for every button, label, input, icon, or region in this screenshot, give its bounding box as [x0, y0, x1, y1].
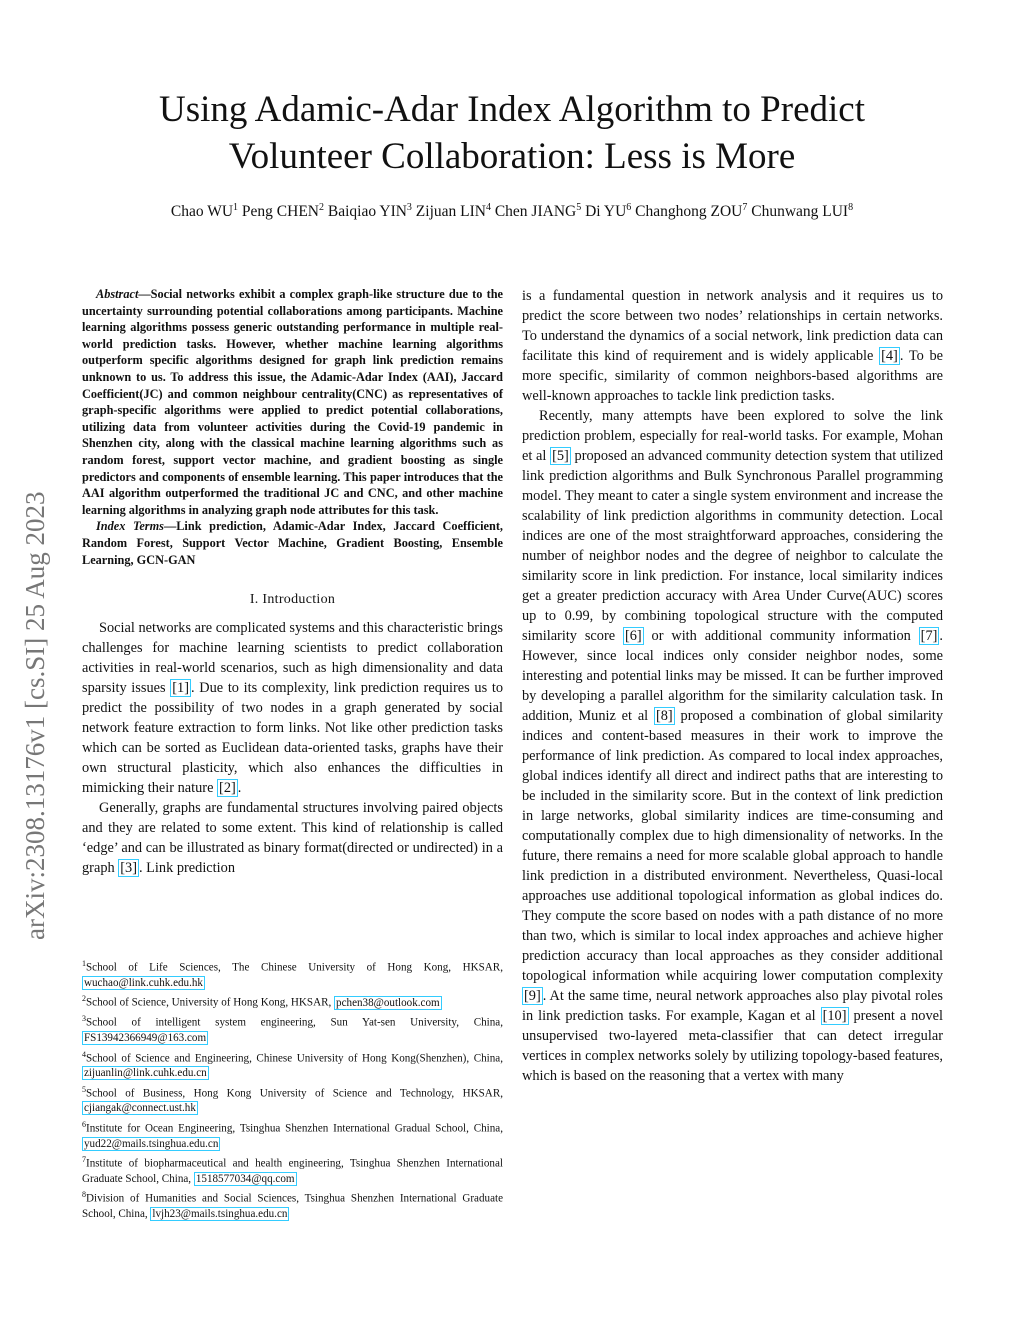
footnote: $^2$School of Science, University of Hong Kong, HKSAR, pchen38@outlook.com [82, 994, 440, 1009]
section-heading: I. Introduction [249, 592, 336, 608]
paragraph: Recently, many attempts have been explored to solve the link prediction problem, especially for real-world tasks. For example, Mohan et al [5] proposed an advanced community detection system that utilized link prediction algorithms and Bulk Synchronous Parallel programming model. They meant to cater a single system environment and increase the scalability of link prediction algorithms in community detection. Local indices are one of the most straightforward approaches, considering the number of neighbor nodes and the degree of neighbor to calculate the similarity score in link prediction. For instance, local similarity indices get a greater prediction accuracy with Area Under Curve(AUC) scores up to 0.99, by combining topological structure with the computed similarity score [6] or with additional community information [7] . However, since local indices only consider neighbor nodes, some interesting and potential links may be missed. It can be further improved by developing a parallel algorithm for the similarity calculation task. In addition, Muniz et al [8] proposed a combination of global similarity indices and content-based measures in their work to improve the performance of link prediction. As compared to local index approaches, global indices identify all direct and indirect paths that are interesting to be included in the similarity score. But in the context of link prediction in large networks, global similarity indices are time-consuming and computationally complex due to high dimensionality of networks. In the future, there remains a need for more scalable global approach to handle link prediction in a distributed environment. Nevertheless, Quasi-local approaches use additional topological information as global indices do. They compute the score based on nodes with a path distance of no more than two, which is similar to local index approaches and achieve higher prediction accuracy than local approaches as they consider additional topological information while acquiring lower computation complexity [9] . At the same time, neural network approaches also play pivotal roles in link prediction tasks. For example, Kagan et al [10] present a novel unsupervised two-layered meta-classifier that can detect irregular vertices in complex networks solely by utilizing topology-based features, which is based on the reasoning that a vertex with many [522, 408, 944, 1084]
footnote: $^5$School of Business, Hong Kong University of Science and Technology, HKSAR, cjiangak@connect.ust.hk [82, 1084, 503, 1115]
citation-link[interactable]: [1] [172, 680, 189, 697]
paper-title [0, 86, 1024, 180]
email-link[interactable]: yud22@mails.tsinghua.edu.cn [84, 1137, 219, 1150]
email-link[interactable]: 1518577034@qq.com [195, 1172, 295, 1185]
footnotes [82, 956, 503, 1223]
email-link[interactable]: cjiangak@connect.ust.hk [84, 1102, 196, 1115]
paragraph: is a fundamental question in network analysis and it requires us to predict the score between two nodes’ relationships in certain networks. To understand the dynamics of a social network, link prediction data can facilitate this kind of requirement and is widely applicable [4] . To be more specific, similarity of common neighbors-based algorithms are well-known approaches to tackle link prediction tasks. [522, 288, 944, 404]
citation-link[interactable]: [7] [920, 628, 938, 644]
citation-link[interactable]: [3] [120, 860, 137, 877]
footnote: $^1$School of Life Sciences, The Chinese University of Hong Kong, HKSAR, wuchao@link.cuhk.edu.hk [82, 959, 503, 989]
abstract-label: Abstract [96, 287, 139, 301]
right-column [522, 286, 943, 1086]
arxiv-stamp: arXiv:2308.13176v1 [cs.SI] 25 Aug 2023 [20, 491, 50, 940]
email-link[interactable]: lvjh23@mails.tsinghua.edu.cn [152, 1208, 288, 1220]
abstract-text: —Social networks exhibit a complex graph-like structure due to the uncertainty surrounding potential collaborations among participants. Machine learning algorithms possess generic outstanding performance in multiple real-world prediction tasks. However, whether machine learning algorithms outperform specific algorithms designed for graph link prediction remains unknown to us. To address this issue, the Adamic-Adar Index (AAI), Jaccard Coefficient(JC) and common neighbour centrality(CNC) as representatives of graph-specific algorithms were applied to predict potential collaborations, utilizing data from volunteer activities during the Covid-19 pandemic in Shenzhen city, along with the classical machine learning algorithms such as random forest, support vector machine, and gradient boosting as single predictors and components of ensemble learning. This paper introduces that the AAI algorithm outperformed the traditional JC and CNC, and other machine learning algorithms in analyzing graph node attributes for this task. [82, 287, 503, 517]
paragraph: Generally, graphs are fundamental structures involving paired objects and they are related to some extent. This kind of relationship is called ‘edge’ and can be illustrated as binary format(directed or undirected) in a graph [3] . Link prediction [82, 800, 503, 877]
footnote: $^7$Institute of biopharmaceutical and health engineering, Tsinghua Shenzhen International Graduate School, China, 1518577034@qq.com [82, 1155, 503, 1185]
author: Baiqiao YIN$^3$ [327, 202, 412, 221]
footnote: $^4$School of Science and Engineering, Chinese University of Hong Kong(Shenzhen), China, zijuanlin@link.cuhk.edu.cn [82, 1049, 503, 1080]
author: Changhong ZOU$^7$ [635, 202, 748, 221]
footnote: $^3$School of intelligent system engineering, Sun Yat-sen University, China, FS13942366949@163.com [82, 1014, 503, 1045]
author: Di $YU^6$ [585, 202, 632, 221]
author: Chen JIANG$^5$ [494, 202, 582, 221]
footnote: $^8$Division of Humanities and Social Sciences, Tsinghua Shenzhen International Graduate School, China, lvjh23@mails.tsinghua.edu.cn [82, 1190, 503, 1220]
email-link[interactable]: wuchao@link.cuhk.edu.hk [84, 976, 203, 989]
author-list [0, 202, 1024, 221]
index-terms-label: Index Terms [96, 519, 164, 534]
author: Chao $WU^1$ [170, 202, 239, 221]
citation-link[interactable]: [4] [881, 348, 898, 364]
paragraph: Social networks are complicated systems and this characteristic brings challenges for machine learning scientists to predict collaboration activities in real-world scenarios, such as high dimensionality and data sparsity issues [1] . Due to its complexity, link prediction requires us to predict the possibility of two nodes in a graph generated by social network feature extraction to form links. Not like other prediction tasks which can be sorted as Euclidean data-oriented tasks, graphs have their own structural plasticity, which also enhances the difficulties in mimicking their nature [2] . [82, 620, 504, 797]
citation-link[interactable]: [5] [552, 448, 569, 464]
author: Peng CHEN$^2$ [241, 202, 324, 221]
citation-link[interactable]: [10] [822, 1008, 847, 1024]
author: Zijuan LIN$^4$ [415, 202, 491, 221]
citation-link[interactable]: [9] [524, 988, 541, 1004]
title-line-2: Volunteer Collaboration: Less is More [228, 136, 796, 177]
citation-link[interactable]: [8] [655, 708, 673, 724]
citation-link[interactable]: [2] [219, 780, 236, 797]
left-column [82, 286, 503, 878]
author: Chunwang LUI$^8$ [751, 202, 854, 221]
index-terms-text: —Link prediction, Adamic-Adar Index, Jaccard Coefficient, Random Forest, Support Vector Machine, Gradient Boosting, Ensemble Learning, GCN-GAN [82, 519, 503, 567]
index-terms [82, 518, 503, 568]
abstract [82, 286, 503, 518]
email-link[interactable]: FS13942366949@163.com [84, 1032, 207, 1045]
email-link[interactable]: zijuanlin@link.cuhk.edu.cn [84, 1067, 207, 1080]
footnote: $^6$Institute for Ocean Engineering, Tsinghua Shenzhen International Gradual School, China, yud22@mails.tsinghua.edu.cn [82, 1119, 503, 1150]
citation-link[interactable]: [6] [624, 628, 642, 644]
title-line-1: Using Adamic-Adar Index Algorithm to Predict [159, 89, 865, 130]
email-link[interactable]: pchen38@outlook.com [336, 996, 440, 1009]
